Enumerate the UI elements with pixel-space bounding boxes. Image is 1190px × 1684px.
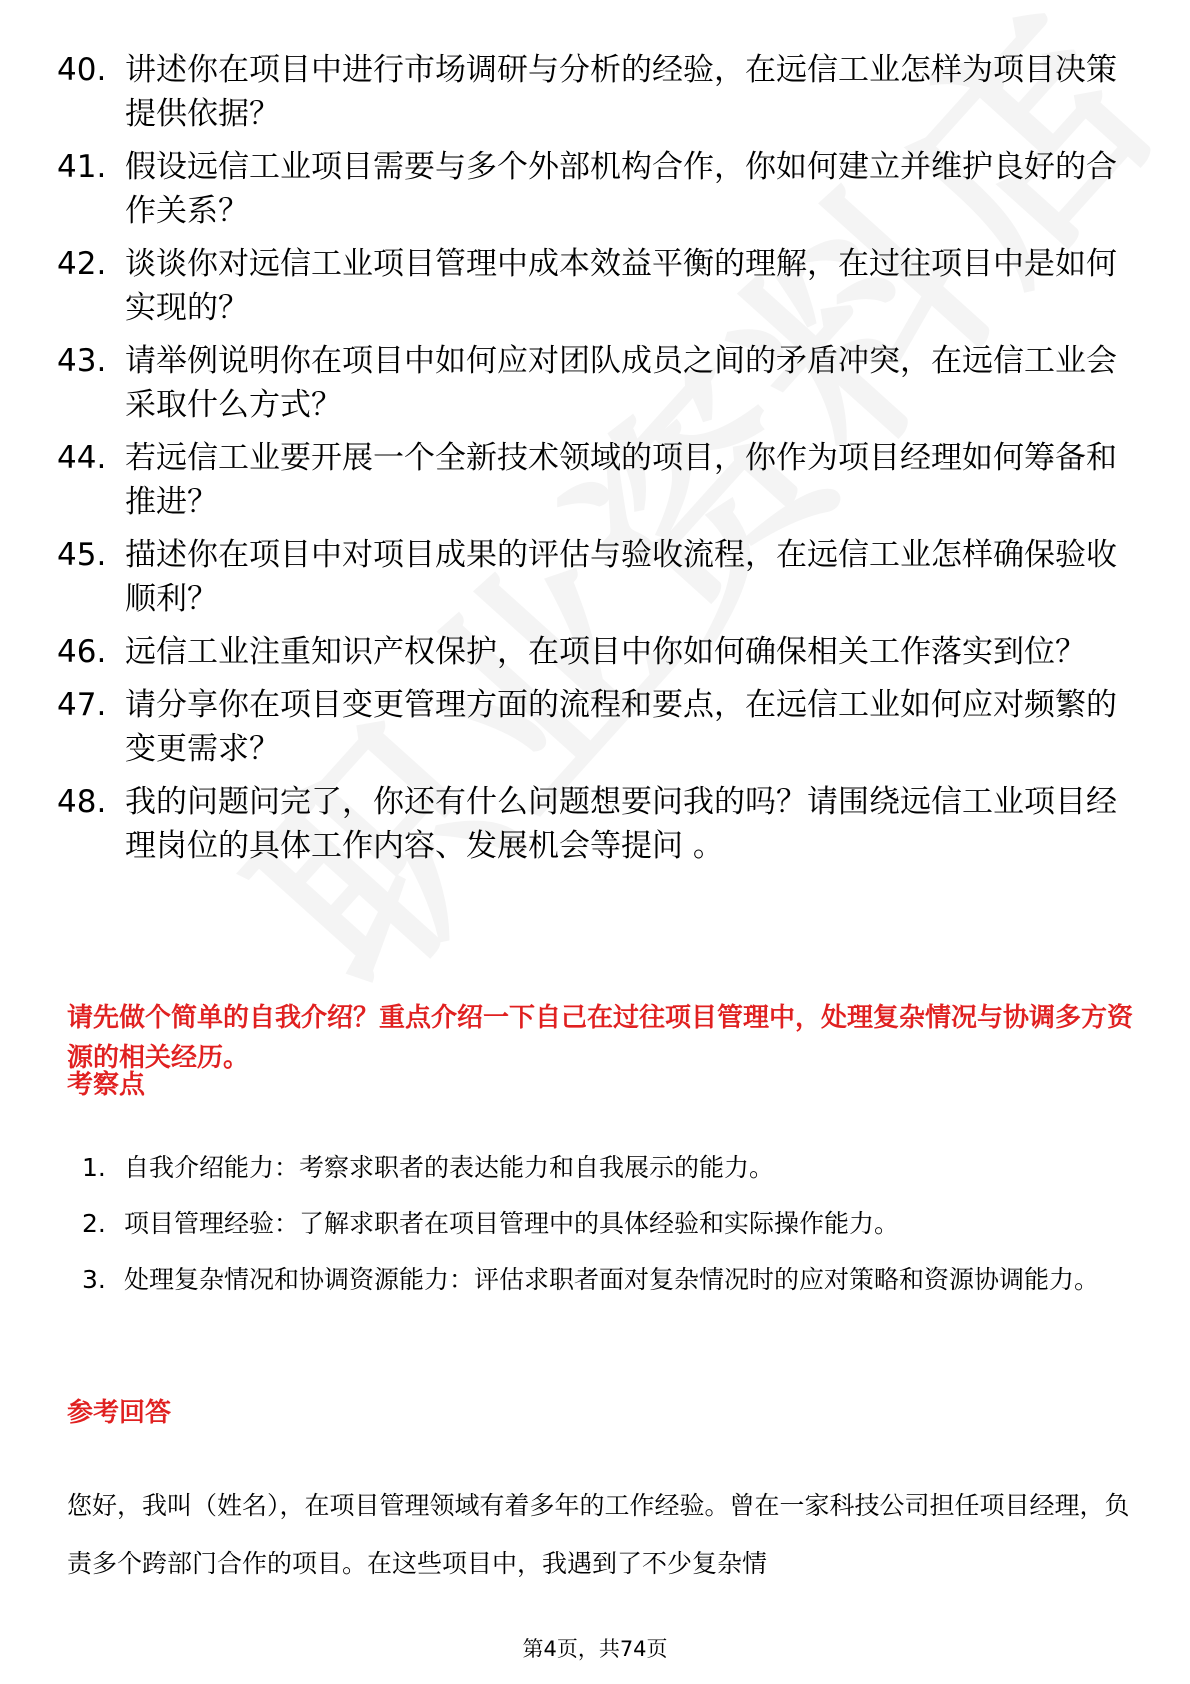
question-text: 描述你在项目中对项目成果的评估与验收流程，在远信工业怎样确保验收顺利？ bbox=[125, 537, 1117, 617]
question-item bbox=[57, 242, 1137, 330]
highlight-question: 请先做个简单的自我介绍？重点介绍一下自己在过往项目管理中，处理复杂情况与协调多方资源的相关经历。 bbox=[67, 1003, 1134, 1073]
question-text: 请举例说明你在项目中如何应对团队成员之间的矛盾冲突，在远信工业会采取什么方式？ bbox=[125, 343, 1117, 423]
question-text: 请分享你在项目变更管理方面的流程和要点，在远信工业如何应对频繁的变更需求？ bbox=[125, 687, 1117, 767]
point-number: 3. bbox=[82, 1265, 106, 1294]
question-number: 47. bbox=[57, 687, 107, 723]
question-number: 43. bbox=[57, 343, 107, 379]
evaluation-heading: 考察点 bbox=[67, 1070, 146, 1100]
question-text: 讲述你在项目中进行市场调研与分析的经验，在远信工业怎样为项目决策提供依据？ bbox=[125, 52, 1117, 132]
evaluation-point bbox=[82, 1196, 1132, 1252]
evaluation-points bbox=[82, 1140, 1132, 1308]
point-text: 项目管理经验：了解求职者在项目管理中的具体经验和实际操作能力。 bbox=[124, 1209, 900, 1238]
reference-heading: 参考回答 bbox=[67, 1398, 172, 1428]
question-number: 48. bbox=[57, 784, 107, 820]
reference-answer: 您好，我叫（姓名），在项目管理领域有着多年的工作经验。曾在一家科技公司担任项目经理，负责多个跨部门合作的项目。在这些项目中，我遇到了不少复杂情 bbox=[67, 1491, 1130, 1578]
question-text: 若远信工业要开展一个全新技术领域的项目，你作为项目经理如何筹备和推进？ bbox=[125, 440, 1117, 520]
question-number: 40. bbox=[57, 52, 107, 88]
question-item bbox=[57, 683, 1137, 771]
question-text: 谈谈你对远信工业项目管理中成本效益平衡的理解，在过往项目中是如何实现的？ bbox=[125, 246, 1117, 326]
point-number: 1. bbox=[82, 1153, 106, 1182]
question-item bbox=[57, 630, 1137, 674]
question-item bbox=[57, 339, 1137, 427]
point-text: 处理复杂情况和协调资源能力：评估求职者面对复杂情况时的应对策略和资源协调能力。 bbox=[124, 1265, 1100, 1294]
point-number: 2. bbox=[82, 1209, 106, 1238]
question-item bbox=[57, 48, 1137, 136]
question-number: 41. bbox=[57, 149, 107, 185]
question-item bbox=[57, 436, 1137, 524]
question-number: 44. bbox=[57, 440, 107, 476]
point-text: 自我介绍能力：考察求职者的表达能力和自我展示的能力。 bbox=[124, 1153, 775, 1182]
question-number: 45. bbox=[57, 537, 107, 573]
page-footer: 第4页，共74页 bbox=[522, 1637, 668, 1661]
question-number: 42. bbox=[57, 246, 107, 282]
evaluation-point bbox=[82, 1140, 1132, 1196]
question-item bbox=[57, 145, 1137, 233]
question-item bbox=[57, 780, 1137, 868]
question-item bbox=[57, 533, 1137, 621]
question-list bbox=[57, 48, 1137, 877]
question-text: 假设远信工业项目需要与多个外部机构合作，你如何建立并维护良好的合作关系？ bbox=[125, 149, 1117, 229]
evaluation-point bbox=[82, 1252, 1132, 1308]
question-text: 远信工业注重知识产权保护，在项目中你如何确保相关工作落实到位？ bbox=[125, 634, 1086, 670]
question-number: 46. bbox=[57, 634, 107, 670]
question-text: 我的问题问完了，你还有什么问题想要问我的吗？请围绕远信工业项目经理岗位的具体工作内容、发展机会等提问 。 bbox=[125, 784, 1117, 864]
